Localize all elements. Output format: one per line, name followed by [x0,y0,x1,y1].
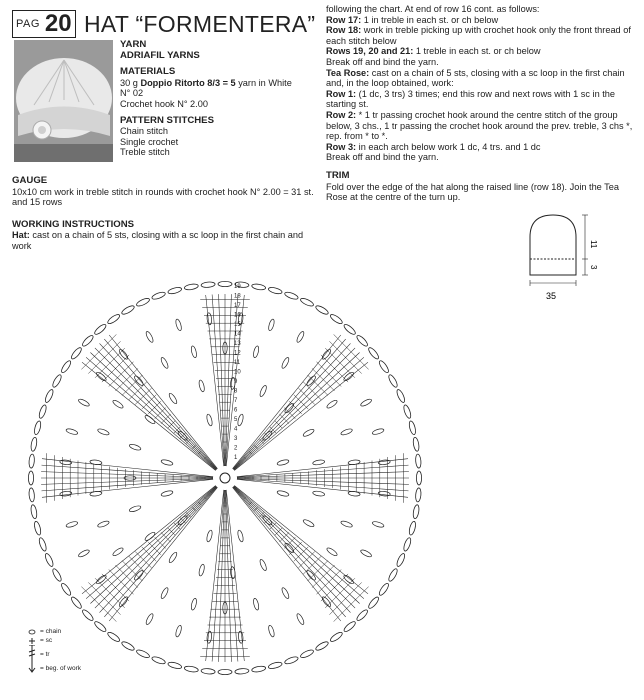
chain-stitch [251,665,266,673]
chain-stitch [395,389,406,404]
chain-stitch [38,537,48,552]
treble-stitch-line [219,294,225,466]
chain-stitch [296,613,306,626]
chain-stitch [145,331,155,344]
chain-stitch [218,669,232,674]
chain-stitch [259,559,268,572]
chain-stitch [387,568,399,583]
legend-item: = beg. of work [28,663,81,673]
chain-stitch [329,313,343,325]
chain-stitch [106,631,120,643]
chain-stitch [190,345,197,358]
treble-stitch-line [234,357,364,470]
chain-stitch [321,348,332,360]
chain-stitch [112,399,124,409]
chain-stitch [30,504,38,519]
chain-stitch [326,399,338,409]
chain-stitch [343,371,355,382]
treble-stitch-line [82,486,216,594]
chain-stitch [268,661,283,670]
treble-stitch-line [42,479,213,497]
treble-stitch-line [206,490,224,661]
chain-stitch [51,568,63,583]
working-heading: WORKING INSTRUCTIONS [12,218,135,230]
treble-stitch-line [237,479,409,491]
chain-stitch [93,323,107,336]
chain-stitch [312,490,325,496]
yarn-brand: ADRIAFIL YARNS [120,49,200,61]
treble-stitch-line [86,357,216,470]
rose-row1: Row 1: (1 dc, 3 trs) 3 times; end this row and next rows with 1 sc in the starting st. [326,88,616,110]
treble-stitch-line [225,490,231,662]
crochet-chart [22,270,432,690]
height-label: 11 [589,240,598,249]
chain-stitch [268,319,276,332]
stitch-item: Chain stitch [120,126,169,137]
treble-stitch-line [95,487,217,609]
chain-stitch [151,655,166,665]
chain-stitch [112,547,124,557]
chain-stitch [121,304,136,316]
chain-stitch [66,428,79,436]
chain-stitch [38,404,48,419]
row-number: 13 [234,341,241,347]
chain-stitch [81,608,95,622]
chain-stitch [343,620,357,633]
chain-stitch [235,668,249,674]
chain-stitch [145,613,155,626]
chain-stitch [106,313,120,325]
treble-stitch-line [225,294,231,466]
row-number: 14 [234,331,241,338]
treble-stitch-line [237,472,409,478]
chain-stitch [161,459,174,466]
turnup-label: 3 [589,265,598,270]
row17: Row 17: 1 in treble in each st. or ch below [326,14,499,25]
chain-stitch [253,345,260,358]
treble-stitch-line [206,295,224,466]
chain-stitch [95,371,107,382]
chain-stitch [408,420,417,435]
row-number: 3 [234,436,238,442]
treble-stitch-line [234,486,360,603]
row-number: 18 [234,293,241,300]
treble-stitch-line [42,465,214,477]
chain-stitch [268,625,276,638]
hat-photo [14,40,113,162]
chain-stitch [415,454,421,468]
row-number: 4 [234,426,238,433]
treble-stitch-line [233,335,341,469]
chain-stitch [326,547,338,557]
treble-stitch-line [212,295,224,467]
breakoff-text-2: Break off and bind the yarn. [326,152,439,163]
rows19: Rows 19, 20 and 21: 1 treble in each st. or ch below [326,46,541,57]
treble-stitch-line [234,350,360,470]
materials-line3: Crochet hook N° 2.00 [120,98,208,109]
row-number: 19 [234,284,241,290]
treble-stitch-line [42,479,214,491]
chain-stitch [168,551,178,563]
pattern-stitches-heading: PATTERN STITCHES [120,114,214,126]
gauge-heading: GAUGE [12,175,48,186]
chain-stitch [378,359,390,373]
chain-stitch [340,428,353,436]
chain-stitch [367,596,380,610]
chain-stitch [70,596,83,610]
treble-stitch-line [212,490,224,662]
stitch-legend [28,627,81,673]
chain-stitch [281,587,290,600]
row-number: 10 [234,369,241,376]
chain-stitch [302,428,315,438]
chain-stitch [144,531,156,542]
breakoff-text: Break off and bind the yarn. [326,56,439,67]
treble-stitch-line [234,486,368,594]
stitch-item: Single crochet [120,136,179,147]
chain-stitch [198,380,205,393]
chain-stitch [33,420,42,435]
chain-stitch [340,520,353,528]
row-number: 2 [234,445,238,452]
chain-stitch [253,598,260,611]
treble-stitch-line [237,479,408,497]
chain-stitch [218,281,232,286]
row-number: 15 [234,322,241,328]
treble-stitch-line [109,335,217,469]
chain-stitch [161,490,174,497]
row-number: 17 [234,303,241,309]
instructions-section [326,4,636,203]
chain-stitch [201,281,215,287]
chain-stitch [372,428,385,436]
chain-stitch [97,428,110,436]
chain-stitch [136,297,151,308]
chain-stitch [315,640,330,652]
treble-stitch-line [41,472,213,478]
chain-stitch [300,297,315,308]
pag-label: PAG [16,18,40,30]
treble-stitch-line [233,487,341,621]
page-title: HAT “FORMENTERA” [84,11,316,37]
chain-stitch [378,582,390,596]
chain-stitch [121,640,136,652]
legend-item: = tr [28,645,81,663]
treble-stitch-line [237,465,409,477]
chain-stitch [284,291,299,301]
stitch-item: Treble stitch [120,147,170,158]
chain-stitch [360,398,373,408]
gauge-text: 10x10 cm work in treble stitch in rounds with crochet hook N° 2.00 = 31 st. and 15 rows [12,186,314,208]
row18: Row 18: work in treble picking up with crochet hook only the front thread of each stitch below [326,25,631,46]
chain-stitch [151,291,166,301]
chart-center-ring [220,473,230,483]
chain-stitch [136,648,151,659]
trim-heading: TRIM [326,169,350,181]
row-number: 12 [234,350,241,357]
chain-stitch [402,537,412,552]
materials-heading: MATERIALS [120,66,176,78]
page-number-box [12,10,76,38]
chain-stitch [237,530,244,543]
treble-stitch-line [237,478,409,484]
row-number: 1 [234,455,238,461]
chain-stitch [129,443,142,451]
chain-stitch [160,587,169,600]
chain-stitch [167,286,182,295]
chain-stitch [93,620,107,633]
treble-stitch-line [90,353,216,470]
chain-stitch [175,319,183,332]
chain-stitch [44,389,55,404]
treble-stitch-line [237,459,408,477]
chain-stitch [30,437,38,452]
chain-stitch [321,596,332,608]
legend-item: = sc [40,637,53,644]
page-number: 20 [42,11,75,37]
treble-stitch-line [226,490,238,662]
chain-stitch [28,454,34,468]
treble-stitch-line [41,478,213,484]
chain-stitch [118,348,129,360]
chain-stitch [95,574,107,585]
chain-stitch [97,520,110,528]
chain-stitch [416,471,421,485]
row-number: 9 [234,379,238,385]
chain-stitch [206,530,213,543]
treble-stitch-line [219,490,225,662]
chain-stitch [251,283,266,291]
chain-stitch [367,346,380,360]
treble-stitch-line [226,490,244,661]
treble-stitch-line [90,486,216,603]
chain-stitch [184,665,199,673]
row-number: 16 [234,312,241,319]
working-text: Hat: cast on a chain of 5 sts, closing with a sc loop in the first chain and work [12,230,304,251]
row-number: 8 [234,388,238,395]
chain-stitch [118,596,129,608]
treble-stitch-line [82,362,216,470]
treble-stitch-line [109,487,217,621]
chain-stitch [387,374,399,389]
treble-stitch-line [234,487,356,609]
yarn-heading: YARN [120,39,147,50]
chain-stitch [412,504,420,519]
chain-stitch [78,398,91,408]
chain-stitch [277,459,290,466]
chain-stitch [277,490,290,497]
treble-stitch-line [234,362,368,470]
chain-stitch [395,553,406,568]
chain-stitch [415,488,421,502]
chain-stitch [190,598,197,611]
chain-stitch [44,553,55,568]
chain-stitch [70,346,83,360]
chain-stitch [296,331,306,344]
chain-stitch [343,323,357,336]
treble-stitch-line [86,486,216,599]
gauge-section [12,176,317,252]
chain-stitch [175,625,183,638]
chain-stitch [206,414,213,427]
chain-stitch [343,574,355,585]
chain-stitch [144,414,156,425]
chain-stitch [168,392,178,404]
tea-rose: Tea Rose: cast on a chain of 5 sts, closing with a sc loop in the first chain and, in the loop obtained, work: [326,67,625,89]
chain-stitch [167,661,182,670]
chain-stitch [237,414,244,427]
materials-line2: N° 02 [120,88,144,99]
chain-stitch [402,404,412,419]
rose-row3: Row 3: in each arch below work 1 dc, 4 trs. and 1 dc [326,141,541,152]
row-number: 5 [234,417,238,423]
chain-stitch [201,668,215,674]
chain-stitch [60,359,72,373]
chain-stitch [284,655,299,665]
trim-text: Fold over the edge of the hat along the raised line (row 18). Join the Tea Rose at the centre of the turn up. [326,181,619,203]
chain-stitch [28,471,33,485]
treble-stitch-line [234,348,356,470]
chain-stitch [78,549,91,559]
row-number: 7 [234,398,238,404]
chain-stitch [184,283,199,291]
treble-stitch-line [234,486,364,599]
chain-stitch [360,549,373,559]
chain-stitch [259,385,268,398]
chain-stitch [81,334,95,348]
chain-stitch [160,357,169,370]
chain-stitch [412,437,420,452]
chain-stitch [355,608,369,622]
chain-stitch [268,286,283,295]
chain-stitch [300,648,315,659]
chain-stitch [372,521,385,529]
chain-stitch [329,631,343,643]
chain-stitch [312,459,325,465]
chain-stitch [408,521,417,536]
chain-stitch [60,582,72,596]
chain-stitch [129,505,142,513]
chain-stitch [302,518,315,528]
intro-text: following the chart. At end of row 16 cont. as follows: [326,4,540,14]
chain-stitch [281,357,290,370]
width-label: 35 [546,291,557,301]
hat-schematic [515,205,615,305]
chain-stitch [315,304,330,316]
chain-stitch [66,521,79,529]
chain-stitch [51,374,63,389]
row-number: 6 [234,407,238,414]
chain-stitch [355,334,369,348]
chain-stitch [198,564,205,577]
materials-line1: 30 g Doppio Ritorto 8/3 = 5 yarn in White [120,77,292,88]
treble-stitch-line [95,348,217,470]
treble-stitch-line [42,459,213,477]
chain-stitch [33,521,42,536]
row-number: 11 [234,360,241,366]
chain-stitch [28,488,34,502]
materials-section [120,40,316,158]
rose-row2: Row 2: * 1 tr passing crochet hook around the centre stitch of the group below, 3 chs., 1 tr passing the crochet hook around the prev. treble, 3 chs *, rep. from * to *. [326,109,633,142]
legend-item: = chain [28,627,81,636]
